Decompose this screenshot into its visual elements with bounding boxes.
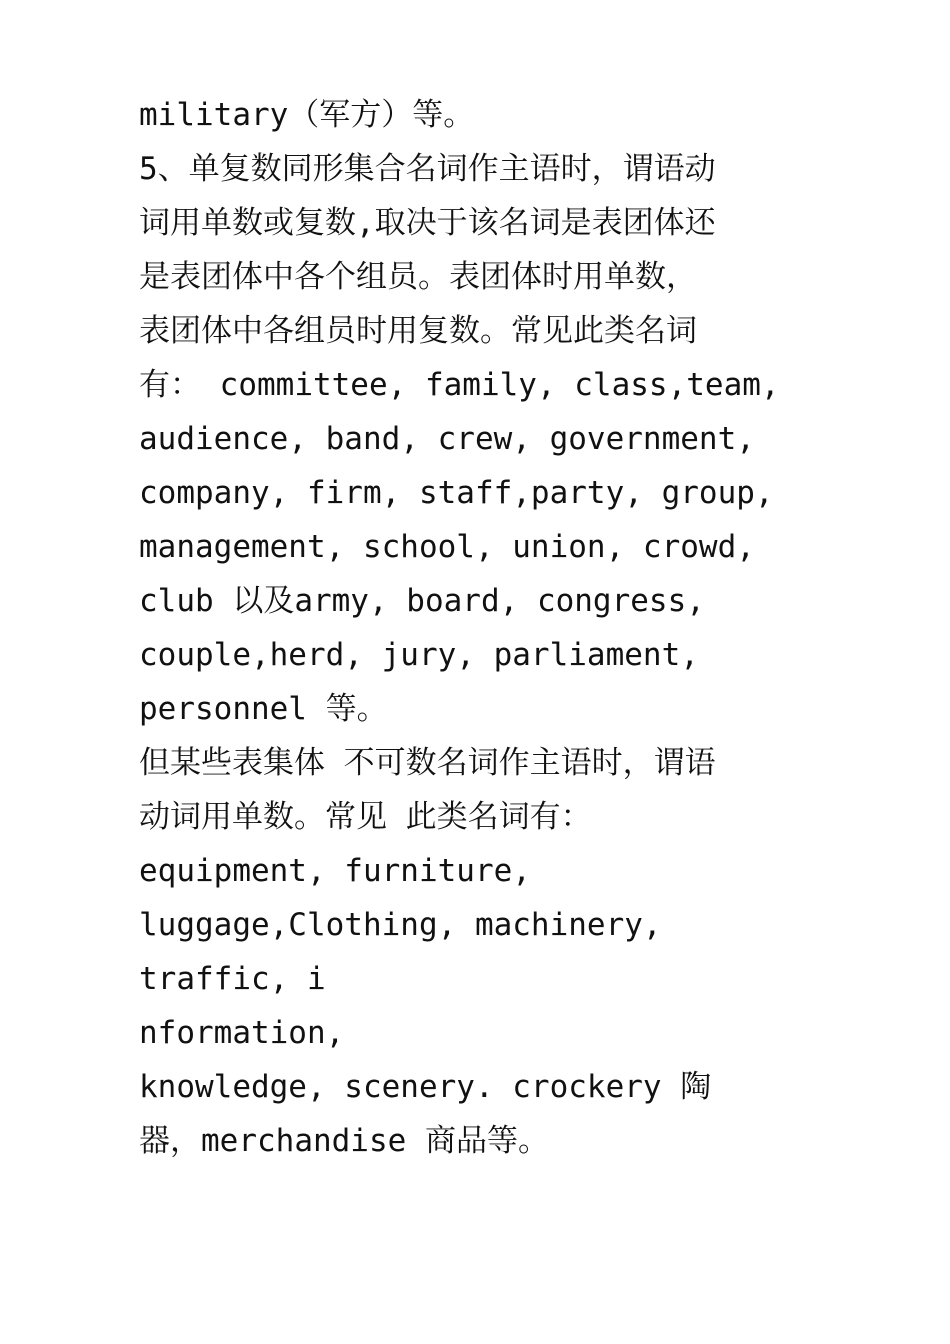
text-line: club 以及army, board, congress, <box>139 583 705 619</box>
text-line: couple,herd, jury, parliament, <box>139 637 699 673</box>
text-line: 有： committee, family, class,team, <box>139 367 780 403</box>
text-line: management, school, union, crowd, <box>139 529 755 565</box>
text-line: luggage,Clothing, machinery, <box>139 907 662 943</box>
text-line: knowledge, scenery. crockery 陶 <box>139 1069 712 1105</box>
body-text <box>139 88 839 1168</box>
text-line: nformation, <box>139 1015 345 1051</box>
text-line: audience, band, crew, government, <box>139 421 755 457</box>
text-line: 是表团体中各个组员。表团体时用单数， <box>139 259 697 295</box>
text-line: military（军方）等。 <box>139 97 475 133</box>
text-line: 器，merchandise 商品等。 <box>139 1123 549 1159</box>
text-line: 5、单复数同形集合名词作主语时，谓语动 <box>139 151 716 187</box>
text-line: 但某些表集体 不可数名词作主语时，谓语 <box>139 745 716 781</box>
text-line: traffic, i <box>139 961 326 997</box>
text-line: company, firm, staff,party, group, <box>139 475 774 511</box>
text-line: personnel 等。 <box>139 691 388 727</box>
text-line: 表团体中各组员时用复数。常见此类名词 <box>139 313 697 349</box>
text-line: equipment, furniture, <box>139 853 531 889</box>
text-line: 动词用单数。常见 此类名词有： <box>139 799 592 835</box>
text-line: 词用单数或复数,取决于该名词是表团体还 <box>139 205 716 241</box>
